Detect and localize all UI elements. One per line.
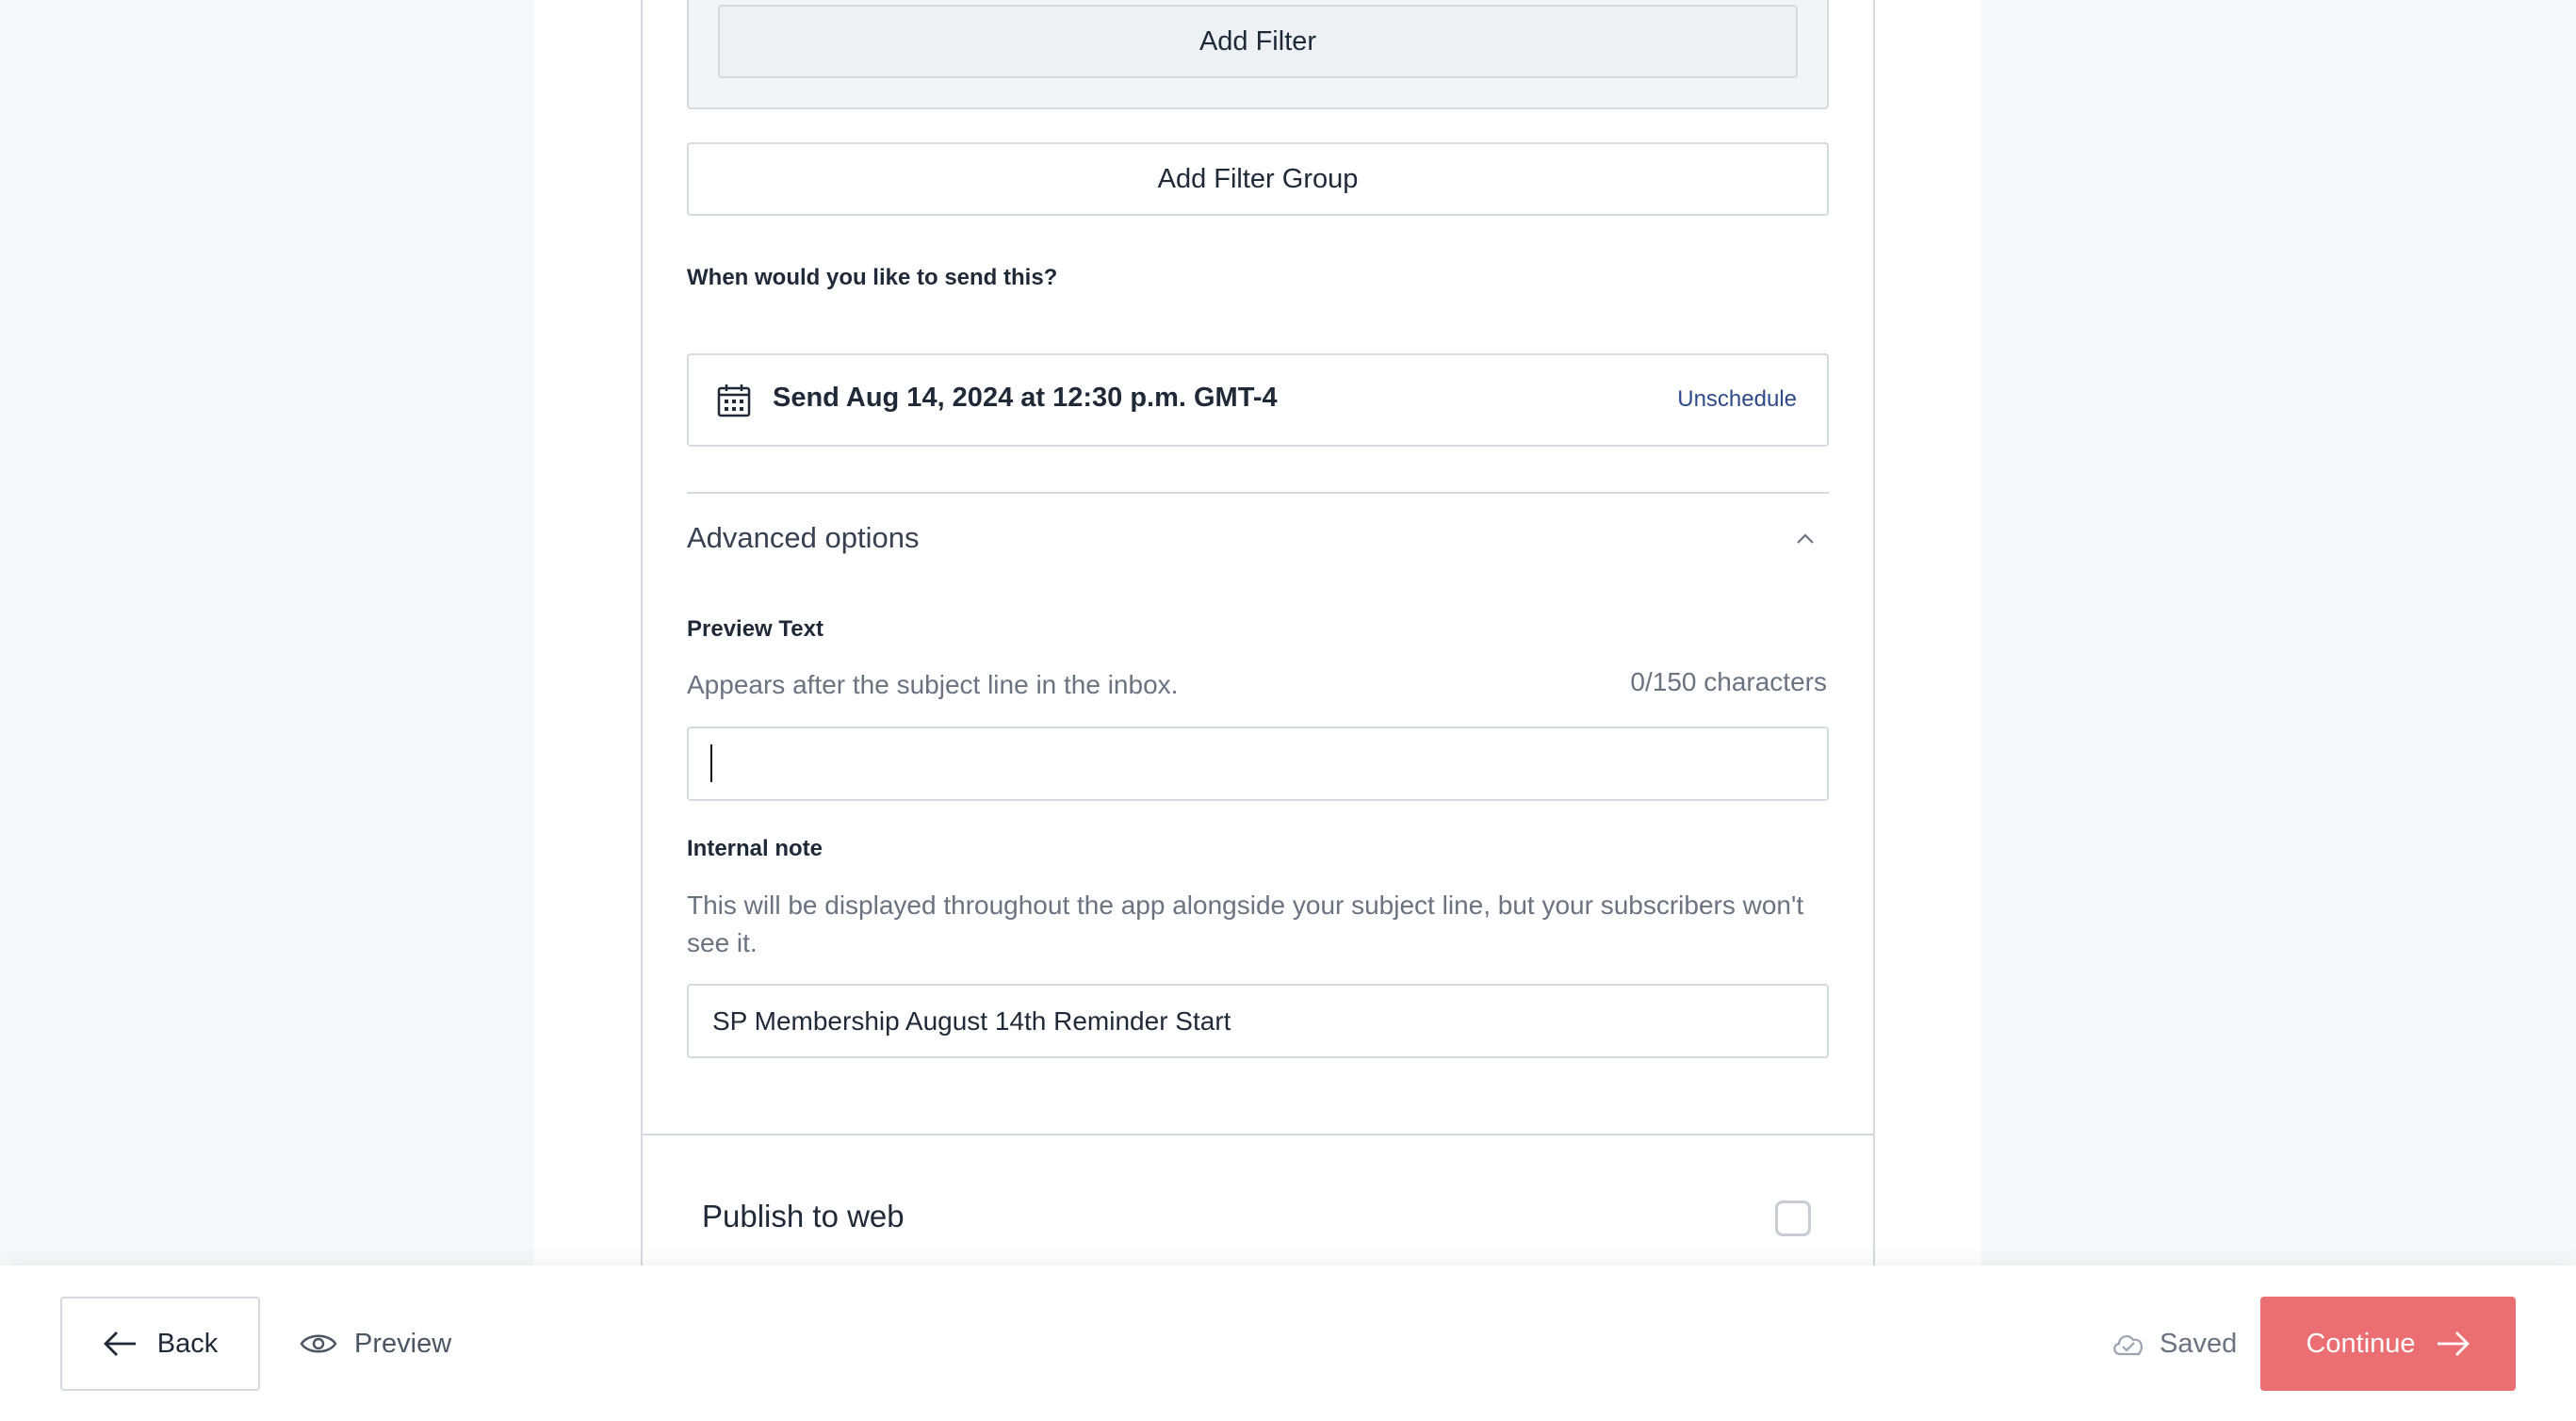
section-divider <box>687 492 1829 494</box>
preview-text-count: 0/150 characters <box>1630 667 1827 696</box>
arrow-right-icon <box>2435 1330 2470 1358</box>
preview-text-input[interactable] <box>687 727 1829 801</box>
unschedule-link[interactable]: Unschedule <box>1677 386 1797 412</box>
internal-note-label: Internal note <box>687 836 823 861</box>
saved-label: Saved <box>2160 1328 2238 1359</box>
back-button[interactable] <box>60 1297 260 1391</box>
preview-button[interactable] <box>300 1297 451 1391</box>
arrow-left-icon <box>103 1330 139 1358</box>
back-button-label: Back <box>156 1328 219 1359</box>
cloud-check-icon <box>2111 1331 2146 1357</box>
continue-button-label: Continue <box>2306 1328 2416 1359</box>
internal-note-input[interactable]: SP Membership August 14th Reminder Start <box>687 984 1829 1058</box>
card-divider <box>641 1134 1875 1135</box>
publish-to-web-checkbox[interactable] <box>1775 1200 1811 1236</box>
schedule-send-text: Send Aug 14, 2024 at 12:30 p.m. GMT-4 <box>773 383 1278 413</box>
add-filter-button[interactable]: Add Filter <box>718 5 1798 78</box>
preview-text-label: Preview Text <box>687 616 823 642</box>
add-filter-group-button[interactable]: Add Filter Group <box>687 142 1829 216</box>
text-caret <box>710 744 712 782</box>
eye-icon <box>300 1330 337 1358</box>
calendar-icon <box>716 383 752 418</box>
chevron-up-icon[interactable] <box>1794 528 1817 550</box>
advanced-options-toggle[interactable]: Advanced options <box>687 521 920 554</box>
saved-status <box>2111 1297 2237 1391</box>
preview-text-help: Appears after the subject line in the inbox. <box>687 670 1179 699</box>
continue-button[interactable] <box>2260 1297 2516 1391</box>
schedule-question-label: When would you like to send this? <box>687 265 1058 290</box>
publish-to-web-label: Publish to web <box>702 1199 905 1233</box>
internal-note-help: This will be displayed throughout the app alongside your subject line, but your subscribers won't see it. <box>687 890 1804 957</box>
preview-button-label: Preview <box>354 1328 452 1359</box>
